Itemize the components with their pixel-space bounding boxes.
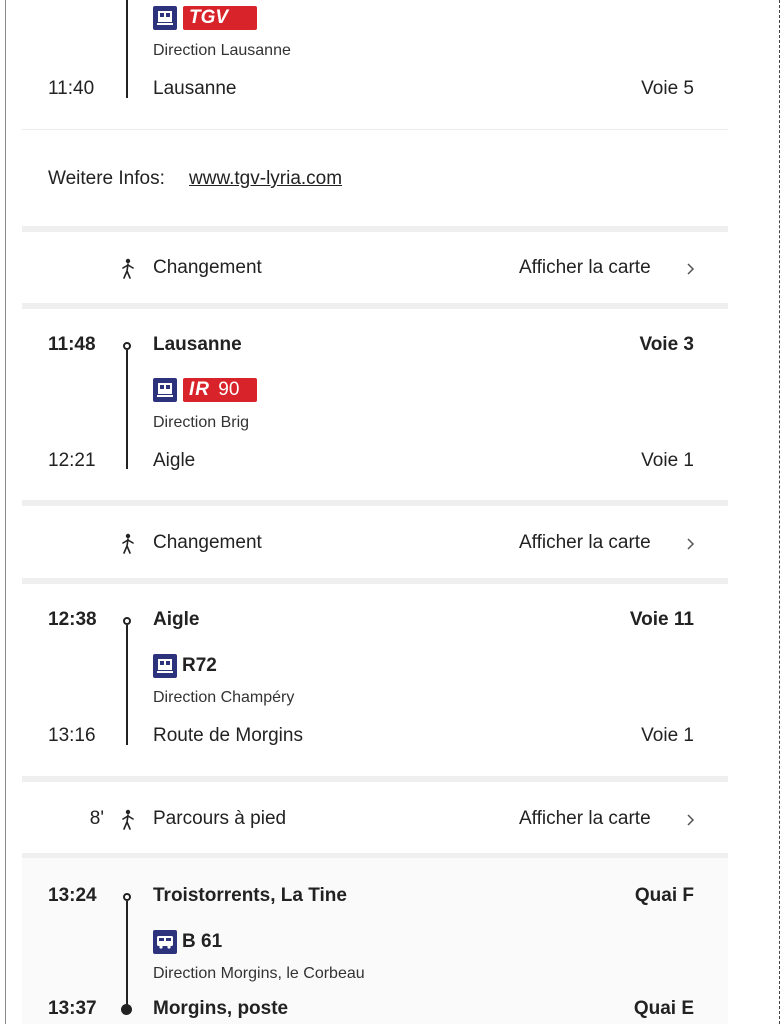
chevron-right-icon[interactable] (686, 537, 695, 556)
arrival-station: Morgins, poste (153, 998, 289, 1019)
walk-duration: 8' (89, 808, 104, 829)
departure-time: 11:48 (48, 334, 96, 355)
train-icon (153, 654, 177, 678)
arrival-platform: Voie 5 (641, 78, 694, 99)
direction-text: Direction Morgins, le Corbeau (153, 965, 365, 982)
arrival-time: 11:40 (48, 78, 95, 99)
departure-station: Lausanne (153, 334, 242, 355)
product-prefix: IR (189, 379, 210, 400)
more-info-label: Weitere Infos: (48, 168, 165, 189)
departure-station: Troistorrents, La Tine (153, 885, 347, 906)
departure-stop-marker (123, 342, 131, 350)
arrival-platform: Voie 1 (641, 450, 694, 471)
departure-platform: Voie 11 (629, 609, 694, 630)
direction-text: Direction Brig (153, 414, 250, 431)
product-number: 90 (218, 379, 240, 400)
divider (22, 129, 728, 130)
transfer-label: Changement (153, 257, 262, 278)
arrival-time: 13:37 (48, 998, 97, 1019)
departure-station: Aigle (153, 609, 200, 630)
show-map-link[interactable]: Afficher la carte (519, 532, 651, 553)
section-divider (22, 776, 728, 782)
route-line (126, 625, 128, 745)
chevron-right-icon[interactable] (686, 262, 695, 281)
route-line (126, 350, 128, 469)
transfer-label: Changement (153, 532, 262, 553)
departure-platform: Quai F (634, 885, 694, 906)
route-line (126, 0, 128, 98)
product-label: B 61 (182, 931, 223, 952)
walking-person-icon (120, 258, 136, 285)
tgv-product-badge (183, 6, 257, 30)
arrival-time: 12:21 (48, 450, 96, 471)
product-label: TGV (189, 7, 229, 28)
arrival-platform: Voie 1 (641, 725, 694, 746)
route-line (126, 901, 128, 1009)
departure-time: 12:38 (48, 609, 97, 630)
ir-product-badge (183, 378, 257, 402)
window-right-border (779, 0, 780, 1024)
arrival-station: Route de Morgins (153, 725, 303, 746)
section-divider (22, 578, 728, 584)
journey-details (22, 0, 728, 1024)
arrival-platform: Quai E (633, 998, 694, 1019)
walk-label: Parcours à pied (153, 808, 287, 829)
section-divider (22, 226, 728, 232)
window-left-border (5, 0, 6, 1024)
show-map-link[interactable]: Afficher la carte (519, 257, 651, 278)
departure-stop-marker (123, 617, 131, 625)
section-divider (22, 500, 728, 506)
section-divider (22, 303, 728, 309)
bus-icon (153, 930, 177, 954)
direction-text: Direction Lausanne (153, 42, 291, 59)
arrival-stop-marker (121, 1004, 132, 1015)
more-info-link[interactable]: www.tgv-lyria.com (189, 168, 343, 189)
train-icon (153, 378, 177, 402)
arrival-station: Lausanne (153, 78, 237, 99)
walking-person-icon (120, 809, 136, 836)
departure-time: 13:24 (48, 885, 97, 906)
chevron-right-icon[interactable] (686, 813, 695, 832)
walking-person-icon (120, 533, 136, 560)
direction-text: Direction Champéry (153, 689, 295, 706)
show-map-link[interactable]: Afficher la carte (519, 808, 651, 829)
arrival-time: 13:16 (48, 725, 96, 746)
arrival-station: Aigle (153, 450, 196, 471)
departure-stop-marker (123, 893, 131, 901)
product-label: R72 (182, 655, 217, 676)
departure-platform: Voie 3 (639, 334, 694, 355)
train-icon (153, 6, 177, 30)
